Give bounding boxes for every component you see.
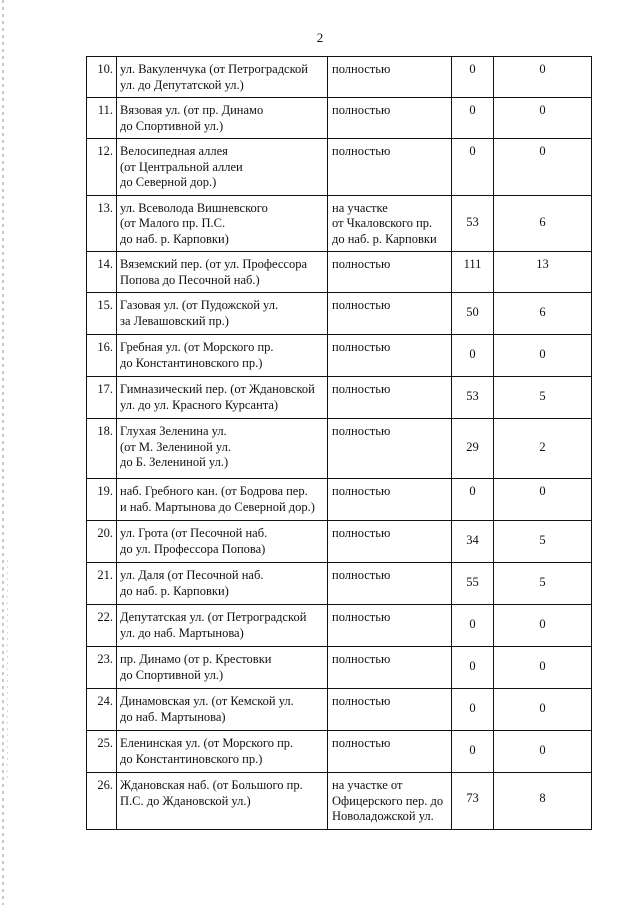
street-name-line: Глухая Зеленина ул. bbox=[120, 424, 227, 438]
street-name-line: (от Центральной аллеи bbox=[120, 159, 243, 174]
street-name-cell bbox=[117, 139, 328, 196]
table-row bbox=[87, 605, 592, 647]
value-cell-second: 0 bbox=[494, 689, 592, 731]
value-cell-first: 0 bbox=[452, 479, 494, 521]
value-cell-first: 50 bbox=[452, 293, 494, 335]
extent-line: полностью bbox=[332, 298, 391, 312]
street-name-line: ул. Даля (от Песочной наб. bbox=[120, 568, 264, 582]
page-number: 2 bbox=[316, 30, 324, 45]
row-number: 26. bbox=[87, 773, 117, 830]
value-cell-second: 0 bbox=[494, 57, 592, 98]
value-cell-second: 8 bbox=[494, 773, 592, 830]
extent-line: полностью bbox=[332, 610, 391, 624]
street-name-line: ул. Грота (от Песочной наб. bbox=[120, 526, 268, 540]
street-name-line: до наб. Мартынова) bbox=[120, 709, 226, 724]
street-name-line: Вяземский пер. (от ул. Профессора bbox=[120, 257, 307, 271]
value-cell-second: 6 bbox=[494, 195, 592, 252]
row-number: 18. bbox=[87, 419, 117, 479]
street-name-line: до Спортивной ул.) bbox=[120, 667, 224, 682]
value-cell-first: 73 bbox=[452, 773, 494, 830]
street-name-line: ул. Всеволода Вишневского bbox=[120, 200, 268, 215]
extent-cell bbox=[328, 605, 452, 647]
street-name-cell bbox=[117, 773, 328, 830]
value-cell-first: 0 bbox=[452, 605, 494, 647]
streets-table bbox=[86, 56, 592, 830]
street-name-line: П.С. до Ждановской ул.) bbox=[120, 793, 251, 808]
value-cell-first: 111 bbox=[452, 252, 494, 293]
row-number: 10. bbox=[87, 57, 117, 98]
value-cell-first: 34 bbox=[452, 521, 494, 563]
street-name-line: и наб. Мартынова до Северной дор.) bbox=[120, 499, 315, 514]
extent-line: полностью bbox=[332, 694, 391, 708]
extent-cell bbox=[328, 57, 452, 98]
table-row bbox=[87, 98, 592, 139]
street-name-line: Попова до Песочной наб.) bbox=[120, 272, 260, 287]
extent-line: Новоладожской ул. bbox=[332, 809, 434, 823]
extent-cell bbox=[328, 731, 452, 773]
extent-cell bbox=[328, 479, 452, 521]
street-name-line: (от Малого пр. П.С. bbox=[120, 216, 226, 230]
table-row bbox=[87, 335, 592, 377]
value-cell-first: 0 bbox=[452, 689, 494, 731]
value-cell-second: 0 bbox=[494, 647, 592, 689]
extent-cell bbox=[328, 377, 452, 419]
value-cell-second: 5 bbox=[494, 521, 592, 563]
row-number: 14. bbox=[87, 252, 117, 293]
value-cell-second: 13 bbox=[494, 252, 592, 293]
street-name-line: до наб. р. Карповки) bbox=[120, 231, 229, 246]
extent-line: полностью bbox=[332, 484, 391, 498]
street-name-line: до Константиновского пр.) bbox=[120, 751, 263, 766]
street-name-line: до Б. Зелениной ул.) bbox=[120, 455, 229, 469]
extent-line: полностью bbox=[332, 424, 391, 438]
row-number: 17. bbox=[87, 377, 117, 419]
value-cell-first: 53 bbox=[452, 195, 494, 252]
extent-line: от Чкаловского пр. bbox=[332, 216, 433, 230]
table-row bbox=[87, 647, 592, 689]
row-number: 20. bbox=[87, 521, 117, 563]
value-cell-first: 0 bbox=[452, 647, 494, 689]
value-cell-first: 0 bbox=[452, 139, 494, 196]
street-name-cell bbox=[117, 563, 328, 605]
row-number: 15. bbox=[87, 293, 117, 335]
street-name-line: до наб. р. Карповки) bbox=[120, 583, 229, 598]
table-row bbox=[87, 479, 592, 521]
street-name-line: Динамовская ул. (от Кемской ул. bbox=[120, 694, 294, 708]
street-name-cell bbox=[117, 605, 328, 647]
table-row bbox=[87, 252, 592, 293]
streets-table-body bbox=[87, 57, 592, 830]
street-name-line: наб. Гребного кан. (от Бодрова пер. bbox=[120, 484, 308, 498]
table-row bbox=[87, 57, 592, 98]
extent-cell bbox=[328, 98, 452, 139]
extent-line: полностью bbox=[332, 652, 391, 666]
street-name-line: пр. Динамо (от р. Крестовки bbox=[120, 652, 272, 666]
street-name-line: Вязовая ул. (от пр. Динамо bbox=[120, 103, 264, 117]
value-cell-first: 29 bbox=[452, 419, 494, 479]
street-name-cell bbox=[117, 521, 328, 563]
extent-line: полностью bbox=[332, 382, 391, 396]
street-name-line: ул. до ул. Красного Курсанта) bbox=[120, 397, 279, 412]
row-number: 22. bbox=[87, 605, 117, 647]
extent-cell bbox=[328, 563, 452, 605]
table-row bbox=[87, 773, 592, 830]
street-name-cell bbox=[117, 293, 328, 335]
street-name-line: ул. Вакуленчука (от Петроградской bbox=[120, 62, 308, 76]
street-name-cell bbox=[117, 252, 328, 293]
street-name-line: Гимназический пер. (от Ждановской bbox=[120, 382, 315, 396]
table-row bbox=[87, 689, 592, 731]
table-row bbox=[87, 731, 592, 773]
value-cell-second: 0 bbox=[494, 731, 592, 773]
street-name-cell bbox=[117, 731, 328, 773]
extent-line: полностью bbox=[332, 103, 391, 117]
value-cell-first: 0 bbox=[452, 57, 494, 98]
value-cell-first: 55 bbox=[452, 563, 494, 605]
table-row bbox=[87, 139, 592, 196]
street-name-line: за Левашовский пр.) bbox=[120, 313, 229, 328]
row-number: 24. bbox=[87, 689, 117, 731]
value-cell-second: 2 bbox=[494, 419, 592, 479]
row-number: 23. bbox=[87, 647, 117, 689]
extent-line: полностью bbox=[332, 568, 391, 582]
street-name-cell bbox=[117, 647, 328, 689]
value-cell-first: 0 bbox=[452, 335, 494, 377]
row-number: 21. bbox=[87, 563, 117, 605]
extent-line: Офицерского пер. до bbox=[332, 793, 444, 808]
extent-cell bbox=[328, 139, 452, 196]
street-name-line: Велосипедная аллея bbox=[120, 144, 228, 158]
table-row bbox=[87, 293, 592, 335]
street-name-line: ул. до Депутатской ул.) bbox=[120, 77, 244, 92]
extent-cell bbox=[328, 521, 452, 563]
table-row bbox=[87, 563, 592, 605]
extent-line: полностью bbox=[332, 340, 391, 354]
street-name-line: ул. до наб. Мартынова) bbox=[120, 625, 244, 640]
row-number: 13. bbox=[87, 195, 117, 252]
street-name-line: до Константиновского пр.) bbox=[120, 355, 263, 370]
extent-line: до наб. р. Карповки bbox=[332, 231, 437, 246]
street-name-cell bbox=[117, 419, 328, 479]
value-cell-second: 5 bbox=[494, 377, 592, 419]
extent-cell bbox=[328, 335, 452, 377]
table-row bbox=[87, 419, 592, 479]
value-cell-second: 0 bbox=[494, 98, 592, 139]
extent-cell bbox=[328, 647, 452, 689]
value-cell-second: 0 bbox=[494, 335, 592, 377]
extent-line: полностью bbox=[332, 62, 391, 76]
scan-edge-marks-secondary bbox=[7, 560, 8, 780]
street-name-line: Ждановская наб. (от Большого пр. bbox=[120, 778, 303, 792]
street-name-cell bbox=[117, 689, 328, 731]
street-name-cell bbox=[117, 98, 328, 139]
extent-line: полностью bbox=[332, 526, 391, 540]
extent-cell bbox=[328, 195, 452, 252]
value-cell-first: 53 bbox=[452, 377, 494, 419]
value-cell-second: 6 bbox=[494, 293, 592, 335]
street-name-line: Еленинская ул. (от Морского пр. bbox=[120, 736, 294, 750]
street-name-cell bbox=[117, 57, 328, 98]
extent-line: на участке bbox=[332, 200, 388, 215]
extent-line: на участке от bbox=[332, 778, 403, 792]
extent-cell bbox=[328, 773, 452, 830]
street-name-line: до Северной дор.) bbox=[120, 175, 217, 189]
value-cell-first: 0 bbox=[452, 731, 494, 773]
table-row bbox=[87, 195, 592, 252]
table-row bbox=[87, 521, 592, 563]
extent-line: полностью bbox=[332, 257, 391, 271]
extent-cell bbox=[328, 293, 452, 335]
row-number: 16. bbox=[87, 335, 117, 377]
street-name-line: до Спортивной ул.) bbox=[120, 118, 224, 133]
extent-cell bbox=[328, 252, 452, 293]
street-name-line: Депутатская ул. (от Петроградской bbox=[120, 610, 307, 624]
street-name-cell bbox=[117, 377, 328, 419]
street-name-line: Гребная ул. (от Морского пр. bbox=[120, 340, 274, 354]
street-name-line: Газовая ул. (от Пудожской ул. bbox=[120, 298, 279, 312]
street-name-cell bbox=[117, 479, 328, 521]
scan-edge-marks bbox=[2, 0, 4, 905]
row-number: 12. bbox=[87, 139, 117, 196]
extent-line: полностью bbox=[332, 144, 391, 158]
value-cell-first: 0 bbox=[452, 98, 494, 139]
extent-cell bbox=[328, 419, 452, 479]
row-number: 25. bbox=[87, 731, 117, 773]
value-cell-second: 0 bbox=[494, 605, 592, 647]
street-name-line: до ул. Профессора Попова) bbox=[120, 541, 266, 556]
value-cell-second: 0 bbox=[494, 479, 592, 521]
extent-line: полностью bbox=[332, 736, 391, 750]
row-number: 19. bbox=[87, 479, 117, 521]
value-cell-second: 0 bbox=[494, 139, 592, 196]
street-name-line: (от М. Зелениной ул. bbox=[120, 439, 231, 454]
street-name-cell bbox=[117, 335, 328, 377]
extent-cell bbox=[328, 689, 452, 731]
value-cell-second: 5 bbox=[494, 563, 592, 605]
row-number: 11. bbox=[87, 98, 117, 139]
table-row bbox=[87, 377, 592, 419]
street-name-cell bbox=[117, 195, 328, 252]
